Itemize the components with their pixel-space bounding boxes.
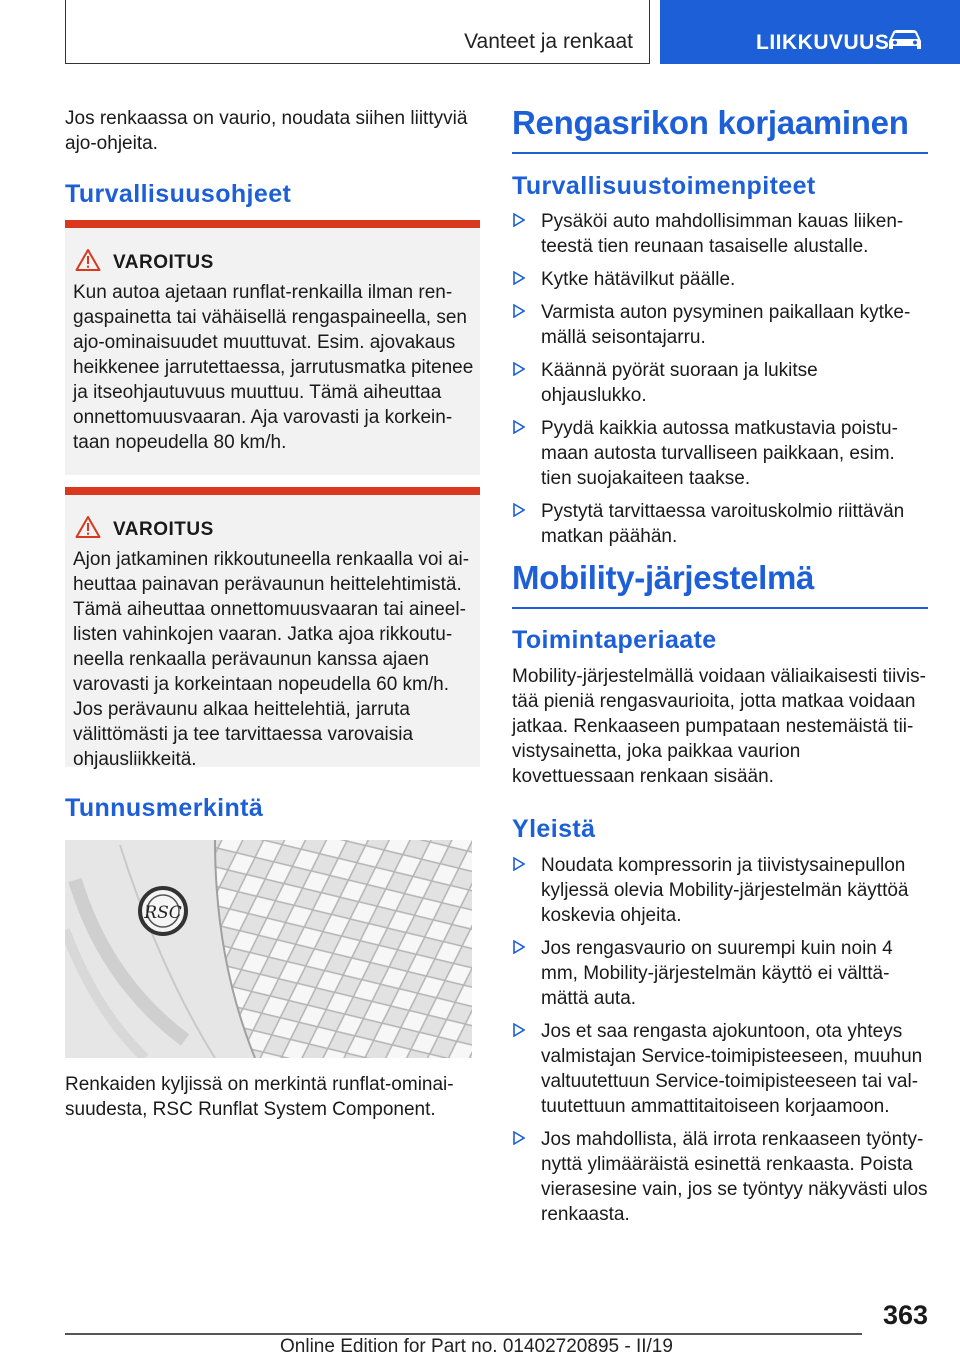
principle-heading: Toimintaperiaate xyxy=(512,626,717,654)
list-item: Jos mahdollista, älä irrota renkaaseen työntynyttä ylimääräistä esinettä renkaasta. Poista vierasesine vain, jos se työntyy näkyvästi ulos renkaasta. xyxy=(512,1127,928,1227)
list-item: Pystytä tarvittaessa varoituskolmio riittävän matkan päähän. xyxy=(512,499,928,549)
footer-rule xyxy=(65,1333,862,1335)
general-heading: Yleistä xyxy=(512,815,596,843)
marking-heading: Tunnusmerkintä xyxy=(65,794,264,822)
tire-image xyxy=(65,840,472,1058)
warning-triangle-icon xyxy=(75,248,101,272)
mobility-section xyxy=(512,559,928,609)
warning-box-runflat xyxy=(65,220,480,475)
triangle-bullet-icon xyxy=(513,503,525,517)
header-box xyxy=(65,0,650,64)
mobility-heading: Mobility-järjestelmä xyxy=(512,559,815,596)
general-list xyxy=(512,853,928,1235)
tire-illustration xyxy=(65,840,472,1058)
measures-list xyxy=(512,209,928,557)
principle-text: Mobility-järjestelmällä voidaan väliaikaisesti tiivistää pieniä rengasvaurioita, jotta matkaa voidaan jatkaa. Renkaaseen pumpataan nestemäistä tiivistysainetta, joka paikkaa vaurion kovettuessaan renkaan sisään. xyxy=(512,666,926,787)
list-item: Jos rengasvaurio on suurempi kuin noin 4 mm, Mobility-järjestelmän käyttö ei välttämättä auta. xyxy=(512,936,928,1011)
list-item: Pysäköi auto mahdollisimman kauas liikenteestä tien reunaan tasaiselle alustalle. xyxy=(512,209,928,259)
triangle-bullet-icon xyxy=(513,1023,525,1037)
list-item: Noudata kompressorin ja tiivistysainepullon kyljessä olevia Mobility-järjestelmän käyttöä koskevia ohjeita. xyxy=(512,853,928,928)
warning-triangle-icon xyxy=(75,515,101,539)
repair-heading: Rengasrikon korjaaminen xyxy=(512,104,909,141)
warning-title: VAROITUS xyxy=(113,252,214,273)
section-title: Vanteet ja renkaat xyxy=(464,30,633,53)
edition-text: Online Edition for Part no. 01402720895 - II/19 xyxy=(280,1336,673,1357)
triangle-bullet-icon xyxy=(513,362,525,376)
heading-rule xyxy=(512,607,928,609)
triangle-bullet-icon xyxy=(513,420,525,434)
list-item: Jos et saa rengasta ajokuntoon, ota yhteys valmistajan Service-toimipisteeseen, muuhun valtuutettuun Service-toimipisteeseen tai valtuutettuun ammattitaitoiseen korjaamoon. xyxy=(512,1019,928,1119)
rsc-logo-text: RSC xyxy=(144,903,182,923)
warning-title: VAROITUS xyxy=(113,519,214,540)
intro-text: Jos renkaassa on vaurio, noudata siihen liittyviä ajo-ohjeita. xyxy=(65,108,468,154)
triangle-bullet-icon xyxy=(513,940,525,954)
measures-heading: Turvallisuustoimenpiteet xyxy=(512,172,816,200)
repair-section xyxy=(512,104,928,154)
chapter-tab[interactable] xyxy=(660,0,960,64)
chapter-tab-label: LIIKKUVUUS xyxy=(756,31,890,54)
triangle-bullet-icon xyxy=(513,1131,525,1145)
warning-box-trailer xyxy=(65,487,480,770)
car-icon xyxy=(886,27,924,53)
list-item: Varmista auton pysyminen paikallaan kytkemällä seisontajarru. xyxy=(512,300,928,350)
triangle-bullet-icon xyxy=(513,271,525,285)
safety-heading: Turvallisuusohjeet xyxy=(65,180,292,208)
warning-text: Ajon jatkaminen rikkoutuneella renkaalla voi aiheuttaa painavan perävaunun heittelehtimistä. Tämä aiheuttaa onnettomuusvaaran tai aineellisten vahinkojen vaaran. Jatka ajoa rikkoutuneella renkaalla perävaunun kanssa ajaen varovasti ja korkeintaan nopeudella 60 km/h. Jos perävaunu alkaa heittelehtiä, jarruta välittömästi ja tee tarvittaessa varovaisia ohjausliikkeitä. xyxy=(73,549,470,770)
list-item: Kytke hätävilkut päälle. xyxy=(512,267,928,292)
tire-caption: Renkaiden kyljissä on merkintä runflat-ominaisuudesta, RSC Runflat System Component. xyxy=(65,1074,454,1120)
triangle-bullet-icon xyxy=(513,857,525,871)
warning-text: Kun autoa ajetaan runflat-renkailla ilman rengaspainetta tai vähäisellä rengaspaineella, sen ajo-ominaisuudet muuttuvat. Esim. ajovakaus heikkenee jarrutettaessa, jarrutusmatka pitenee ja itseohjautuvuus muuttuu. Tämä aiheuttaa onnettomuusvaaran. Aja varovasti ja korkeintaan nopeudella 80 km/h. xyxy=(73,282,474,453)
list-item: Pyydä kaikkia autossa matkustavia poistumaan autosta turvalliseen paikkaan, esim. tien suojakaiteen taakse. xyxy=(512,416,928,491)
triangle-bullet-icon xyxy=(513,213,525,227)
page-number: 363 xyxy=(882,1300,928,1330)
heading-rule xyxy=(512,152,928,154)
list-item: Käännä pyörät suoraan ja lukitse ohjauslukko. xyxy=(512,358,928,408)
triangle-bullet-icon xyxy=(513,304,525,318)
